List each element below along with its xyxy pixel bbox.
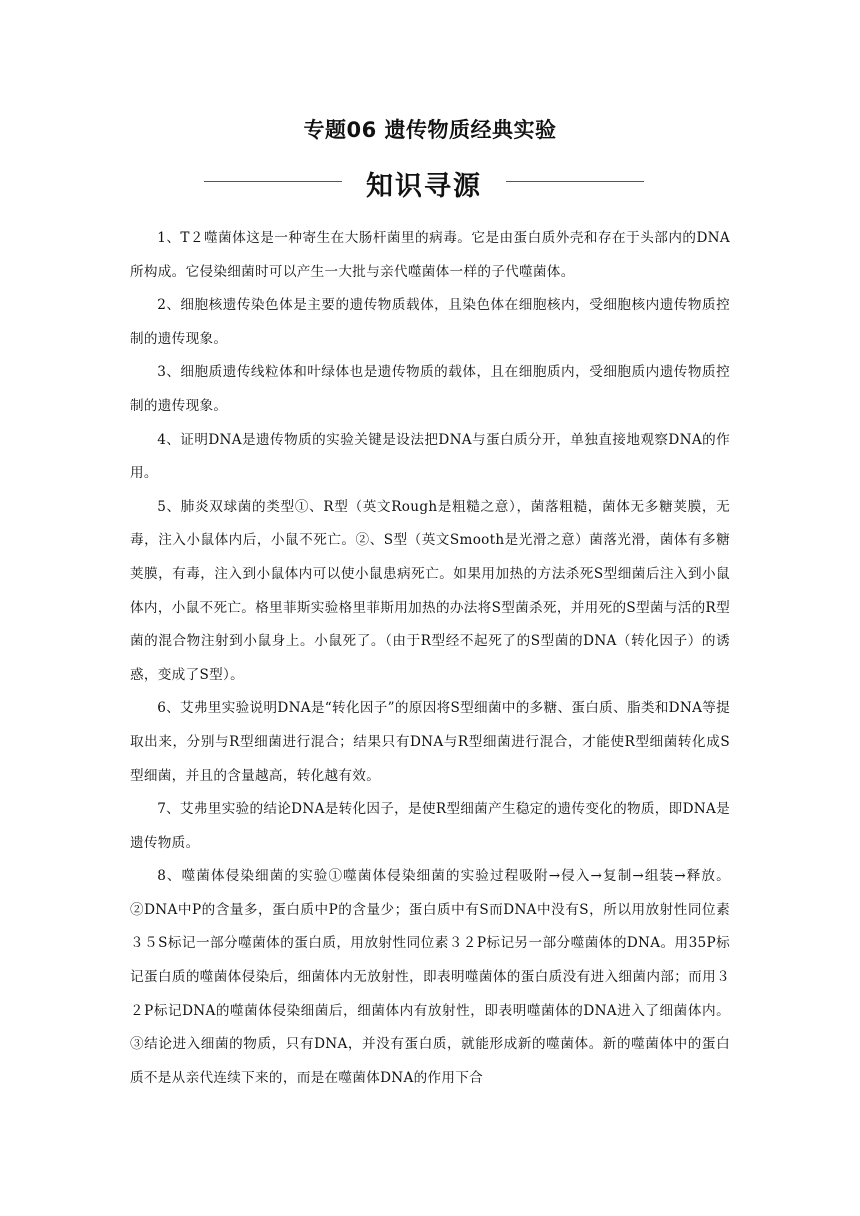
banner-rule-left xyxy=(204,181,342,182)
section-banner xyxy=(0,162,860,202)
banner-rule-right xyxy=(506,181,644,182)
paragraph-3: 3、细胞质遗传线粒体和叶绿体也是遗传物质的载体，且在细胞质内，受细胞质内遗传物质控制的遗传现象。 xyxy=(130,364,730,414)
section-heading: 知识寻源 xyxy=(366,171,482,202)
paragraph-7: 7、艾弗里实验的结论DNA是转化因子，是使R型细菌产生稳定的遗传变化的物质，即DNA是遗传物质。 xyxy=(130,801,730,851)
paragraph-5: 5、肺炎双球菌的类型①、R型（英文Rough是粗糙之意），菌落粗糙，菌体无多糖荚膜，无毒，注入小鼠体内后，小鼠不死亡。②、S型（英文Smooth是光滑之意）菌落光滑，菌体有多糖荚膜，有毒，注入到小鼠体内可以使小鼠患病死亡。如果用加热的方法杀死S型细菌后注入到小鼠体内，小鼠不死亡。格里菲斯实验格里菲斯用加热的办法将S型菌杀死，并用死的S型菌与活的R型菌的混合物注射到小鼠身上。小鼠死了。（由于R型经不起死了的S型菌的DNA（转化因子）的诱惑，变成了S型）。 xyxy=(130,498,730,683)
paragraph-8: 8、噬菌体侵染细菌的实验①噬菌体侵染细菌的实验过程吸附→侵入→复制→组装→释放。②DNA中P的含量多，蛋白质中P的含量少；蛋白质中有S而DNA中没有S，所以用放射性同位素３５S标记一部分噬菌体的蛋白质，用放射性同位素３２P标记另一部分噬菌体的DNA。用35P标记蛋白质的噬菌体侵染后，细菌体内无放射性，即表明噬菌体的蛋白质没有进入细菌内部；而用３２P标记DNA的噬菌体侵染细菌后，细菌体内有放射性，即表明噬菌体的DNA进入了细菌体内。③结论进入细菌的物质，只有DNA，并没有蛋白质，就能形成新的噬菌体。新的噬菌体中的蛋白质不是从亲代连续下来的，而是在噬菌体DNA的作用下合 xyxy=(130,868,730,1086)
paragraph-2: 2、细胞核遗传染色体是主要的遗传物质载体，且染色体在细胞核内，受细胞核内遗传物质控制的遗传现象。 xyxy=(130,297,730,347)
document-body xyxy=(130,222,730,1095)
document-title: 专题06 遗传物质经典实验 xyxy=(303,118,557,142)
paragraph-4: 4、证明DNA是遗传物质的实验关键是设法把DNA与蛋白质分开，单独直接地观察DNA的作用。 xyxy=(130,431,730,482)
paragraph-6: 6、艾弗里实验说明DNA是“转化因子”的原因将S型细菌中的多糖、蛋白质、脂类和DNA等提取出来，分别与R型细菌进行混合；结果只有DNA与R型细菌进行混合，才能使R型细菌转化成S型细菌，并且的含量越高，转化越有效。 xyxy=(130,700,730,784)
paragraph-1: 1、T２噬菌体这是一种寄生在大肠杆菌里的病毒。它是由蛋白质外壳和存在于头部内的DNA所构成。它侵染细菌时可以产生一大批与亲代噬菌体一样的子代噬菌体。 xyxy=(130,230,730,280)
